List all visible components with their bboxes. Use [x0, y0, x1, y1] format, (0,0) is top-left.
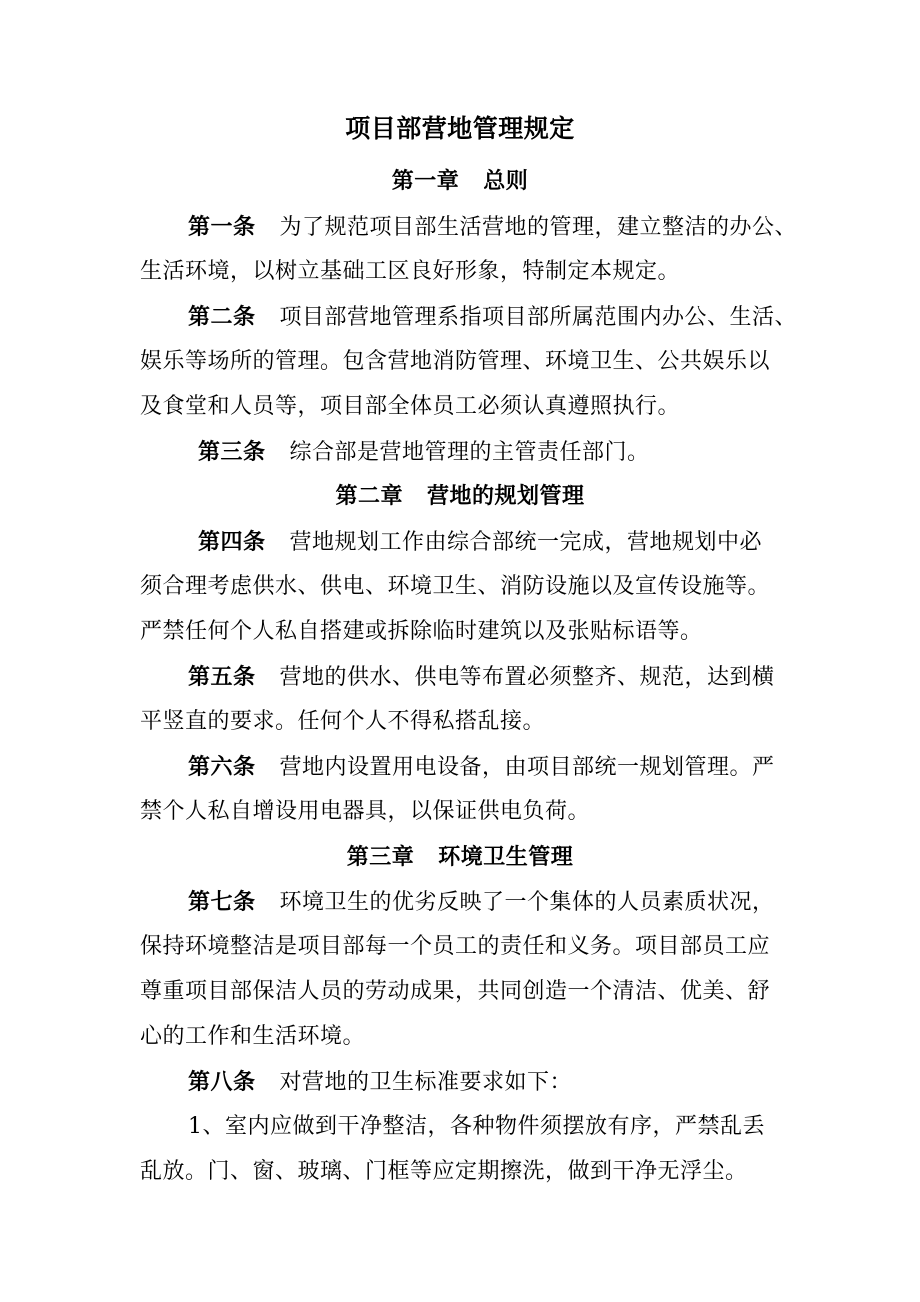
article-1-line-1: 第一条 为了规范项目部生活营地的管理，建立整洁的办公、 — [188, 214, 798, 240]
article-7-line-2: 保持环境整洁是项目部每一个员工的责任和义务。项目部员工应 — [140, 934, 771, 959]
article-label: 第六条 — [188, 754, 256, 780]
item-1-line-2: 乱放。门、窗、玻璃、门框等应定期擦洗，做到干净无浮尘。 — [140, 1159, 748, 1184]
article-5-line-2: 平竖直的要求。任何个人不得私搭乱接。 — [140, 709, 546, 734]
article-label: 第五条 — [188, 664, 256, 690]
article-4-line-1: 第四条 营地规划工作由综合部统一完成，营地规划中必 — [198, 529, 763, 555]
article-label: 第一条 — [188, 214, 256, 240]
article-label: 第二条 — [188, 304, 256, 330]
page-title: 项目部营地管理规定 — [345, 114, 575, 143]
article-7-line-4: 心的工作和生活环境。 — [140, 1024, 366, 1049]
article-label: 第四条 — [198, 529, 266, 555]
article-6-line-1: 第六条 营地内设置用电设备，由项目部统一规划管理。严 — [188, 754, 775, 780]
article-7-line-3: 尊重项目部保洁人员的劳动成果，共同创造一个清洁、优美、舒 — [140, 979, 771, 1004]
article-4-line-2: 须合理考虑供水、供电、环境卫生、消防设施以及宣传设施等。 — [140, 574, 771, 599]
article-6-line-2: 禁个人私自增设用电器具，以保证供电负荷。 — [140, 799, 591, 824]
article-4-line-3: 严禁任何个人私自搭建或拆除临时建筑以及张贴标语等。 — [140, 619, 703, 644]
article-7-line-1: 第七条 环境卫生的优劣反映了一个集体的人员素质状况， — [188, 889, 775, 915]
chapter-heading-2: 第二章 营地的规划管理 — [335, 483, 585, 509]
article-1-line-2: 生活环境，以树立基础工区良好形象，特制定本规定。 — [140, 259, 681, 284]
article-2-line-1: 第二条 项目部营地管理系指项目部所属范围内办公、生活、 — [188, 304, 798, 330]
article-2-line-2: 娱乐等场所的管理。包含营地消防管理、环境卫生、公共娱乐以 — [140, 349, 771, 374]
item-1-line-1: 1、室内应做到干净整洁，各种物件须摆放有序，严禁乱丢 — [188, 1114, 765, 1139]
article-label: 第八条 — [188, 1069, 256, 1095]
article-8-line-1: 第八条 对营地的卫生标准要求如下： — [188, 1069, 573, 1095]
chapter-heading-1: 第一章 总则 — [391, 168, 529, 194]
article-label: 第七条 — [188, 889, 256, 915]
article-label: 第三条 — [198, 439, 266, 465]
article-5-line-1: 第五条 营地的供水、供电等布置必须整齐、规范，达到横 — [188, 664, 775, 690]
article-3-line-1: 第三条 综合部是营地管理的主管责任部门。 — [198, 439, 650, 465]
chapter-heading-3: 第三章 环境卫生管理 — [346, 844, 574, 870]
article-2-line-3: 及食堂和人员等，项目部全体员工必须认真遵照执行。 — [140, 394, 681, 419]
